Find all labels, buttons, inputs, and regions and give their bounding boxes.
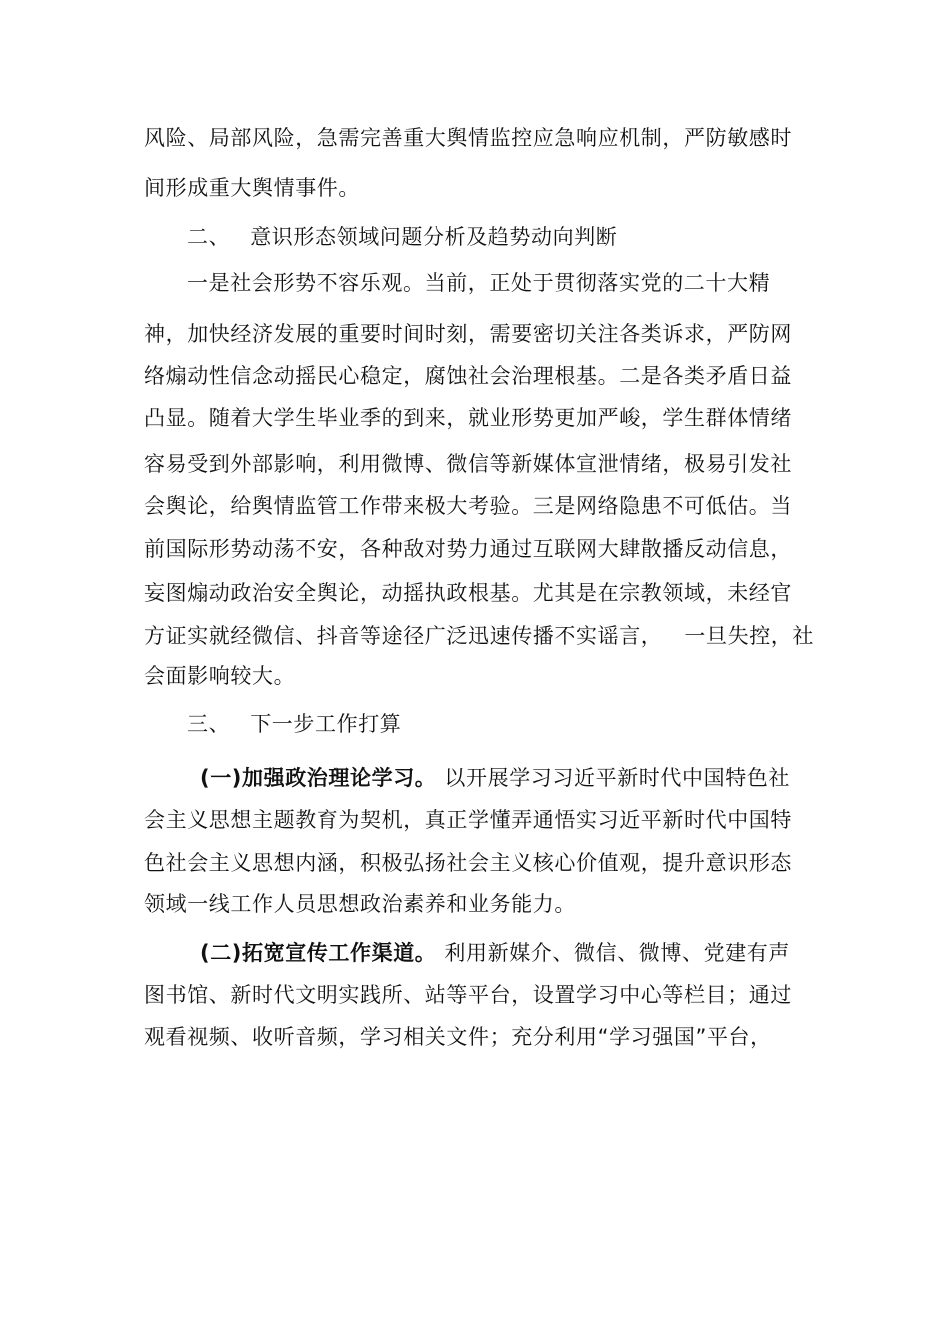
paragraph-line: 领域一线工作人员思想政治素养和业务能力。 [144, 892, 576, 916]
section-number: 二、 [187, 225, 231, 249]
paragraph-line: 会主义思想主题教育为契机，真正学懂弄通悟实习近平新时代中国特 [144, 808, 792, 832]
line-segment: 以开展学习习近平新时代中国特色社 [444, 766, 791, 790]
paragraph-line [200, 764, 790, 792]
line-segment: 一旦失控，社 [684, 624, 815, 648]
paragraph-line: 会面影响较大。 [144, 664, 296, 688]
paragraph-line: 会舆论，给舆情监管工作带来极大考验。三是网络隐患不可低估。当 [144, 494, 792, 518]
paragraph-line: 前国际形势动荡不安，各种敌对势力通过互联网大肆散播反动信息， [144, 537, 792, 561]
subsection-lead: (一)加强政治理论学习。 [200, 766, 437, 790]
paragraph-line [144, 622, 814, 650]
paragraph-line: 一是社会形势不容乐观。当前，正处于贯彻落实党的二十大精 [187, 271, 771, 295]
subsection-lead: (二)拓宽宣传工作渠道。 [200, 941, 437, 965]
paragraph-line: 色社会主义思想内涵，积极弘扬社会主义核心价值观，提升意识形态 [144, 851, 792, 875]
section-title: 下一步工作打算 [250, 712, 402, 736]
line-segment: 方证实就经微信、抖音等途径广泛迅速传播不实谣言， [144, 624, 663, 648]
section-heading-3 [187, 710, 401, 738]
section-number: 三、 [187, 712, 231, 736]
line-segment: 利用新媒介、微信、微博、党建有声 [444, 941, 791, 965]
section-heading-2 [187, 223, 617, 251]
paragraph-line: 络煽动性信念动摇民心稳定，腐蚀社会治理根基。二是各类矛盾日益 [144, 364, 792, 388]
paragraph-line: 间形成重大舆情事件。 [144, 176, 360, 200]
paragraph-line [200, 939, 790, 967]
paragraph-line: 容易受到外部影响，利用微博、微信等新媒体宣泄情绪，极易引发社 [144, 452, 792, 476]
paragraph-line: 凸显。随着大学生毕业季的到来，就业形势更加严峻，学生群体情绪 [144, 406, 792, 430]
paragraph-line: 妄图煽动政治安全舆论，动摇执政根基。尤其是在宗教领域，未经官 [144, 581, 792, 605]
paragraph-line: 观看视频、收听音频，学习相关文件；充分利用“学习强国”平台， [144, 1025, 772, 1049]
paragraph-line: 图书馆、新时代文明实践所、站等平台，设置学习中心等栏目；通过 [144, 983, 792, 1007]
paragraph-line: 神，加快经济发展的重要时间时刻，需要密切关注各类诉求，严防网 [144, 322, 792, 346]
section-title: 意识形态领域问题分析及趋势动向判断 [250, 225, 618, 249]
paragraph-line: 风险、局部风险，急需完善重大舆情监控应急响应机制，严防敏感时 [144, 126, 792, 150]
